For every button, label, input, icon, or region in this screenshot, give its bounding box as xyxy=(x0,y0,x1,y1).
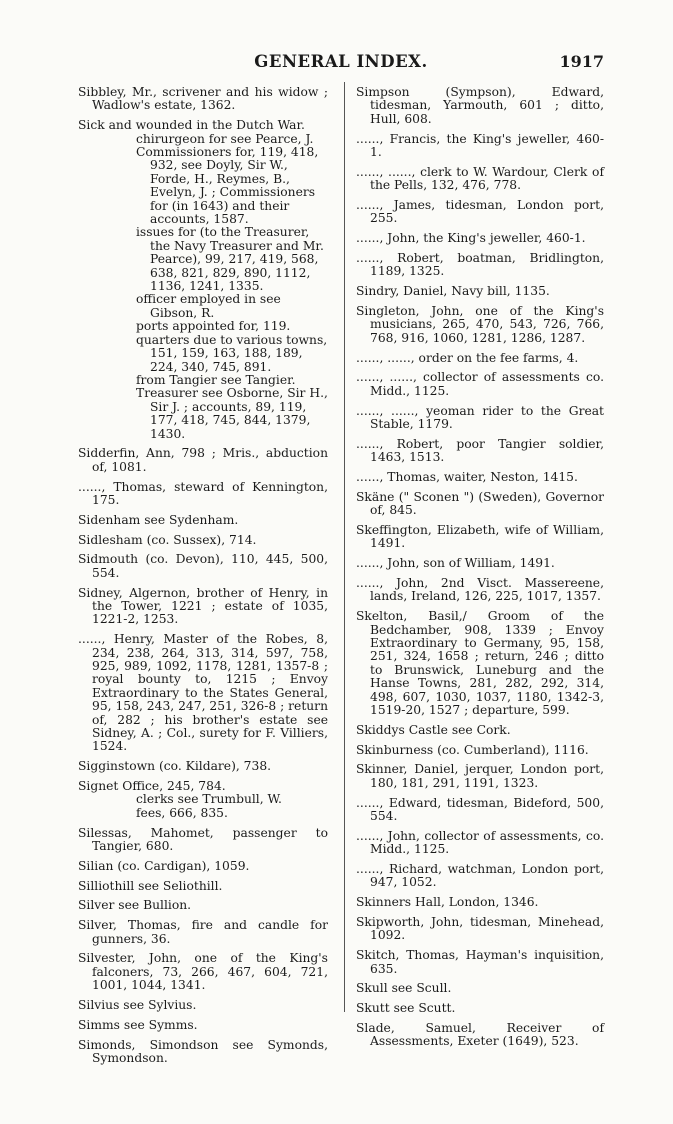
index-entry: Sidlesham (co. Sussex), 714. xyxy=(78,532,257,547)
index-entry: ......, ......, collector of assessments co. Midd., 1125. xyxy=(356,370,604,398)
index-entry: Skull see Scull. xyxy=(356,981,452,996)
index-entry: Simms see Symms. xyxy=(78,1017,198,1032)
index-entry: Sick and wounded in the Dutch War. xyxy=(78,118,305,133)
index-subentry: from Tangier see Tangier. xyxy=(136,372,296,387)
index-entry: ......, ......, yeoman rider to the Great Stable, 1179. xyxy=(356,403,604,432)
index-entry: Singleton, John, one of the King's musicians, 265, 470, 543, 726, 766, 768, 916, 1060, 1281, 1286, 1287. xyxy=(356,304,604,345)
index-entry: ......, Thomas, waiter, Neston, 1415. xyxy=(356,470,578,485)
index-entry: Signet Office, 245, 784. xyxy=(78,779,226,793)
index-entry: ......, Richard, watchman, London port, 947, 1052. xyxy=(356,862,604,890)
index-entry: ......, John, son of William, 1491. xyxy=(356,556,555,571)
index-entry: Silliothill see Seliothill. xyxy=(78,878,223,893)
index-entry: ......, Henry, Master of the Robes, 8, 234, 238, 264, 313, 314, 597, 758, 925, 989, 1092, 1178, 1281, 1357-8 ; royal bounty to, 1215 ; Envoy Extraordinary to the States General, 95, 158, 243, 247, 251, 326-8 ; return of, 282 ; his brother's estate see Sidney, A. ; Col., surety for F. Villiers, 1524. xyxy=(78,632,328,754)
index-subentry: officer employed in see Gibson, R. xyxy=(136,292,281,320)
index-entry: ......, John, 2nd Visct. Massereene, lands, Ireland, 126, 225, 1017, 1357. xyxy=(356,576,604,604)
index-entry: Silian (co. Cardigan), 1059. xyxy=(78,858,250,873)
index-entry: ......, ......, clerk to W. Wardour, Clerk of the Pells, 132, 476, 778. xyxy=(356,164,604,193)
index-entry: Skutt see Scutt. xyxy=(356,1001,456,1016)
index-subentry: Treasurer see Osborne, Sir H., Sir J. ; accounts, 89, 119, 177, 418, 745, 844, 1379, 1430. xyxy=(136,386,328,441)
index-entry: Silvius see Sylvius. xyxy=(78,998,197,1013)
index-entry: Slade, Samuel, Receiver of Assessments, Exeter (1649), 523. xyxy=(356,1021,604,1049)
index-entry: Skäne (" Sconen ") (Sweden), Governor of, 845. xyxy=(356,489,604,518)
index-entry: Skinburness (co. Cumberland), 1116. xyxy=(356,742,589,757)
index-entry: Sibbley, Mr., scrivener and his widow ; Wadlow's estate, 1362. xyxy=(78,85,328,113)
index-subentry: fees, 666, 835. xyxy=(136,805,228,820)
index-entry: Silessas, Mahomet, passenger to Tangier, 680. xyxy=(78,825,328,854)
index-entry: ......, ......, order on the fee farms, 4. xyxy=(356,350,579,365)
page-number: 1917 xyxy=(559,52,604,71)
index-entry: Silver see Bullion. xyxy=(78,898,192,913)
column-divider xyxy=(344,82,345,1012)
index-entry: Simonds, Simondson see Symonds, Symondson. xyxy=(78,1037,328,1066)
index-entry: Sidney, Algernon, brother of Henry, in the Tower, 1221 ; estate of 1035, 1221-2, 1253. xyxy=(78,585,328,627)
page-title: GENERAL INDEX. xyxy=(254,52,428,71)
index-subentry: issues for (to the Treasurer, the Navy Treasurer and Mr. Pearce), 99, 217, 419, 568, 638, 821, 829, 890, 1112, 1136, 1241, 1335. xyxy=(136,225,324,294)
index-subentry: chirurgeon for see Pearce, J. xyxy=(136,131,314,146)
index-entry: ......, James, tidesman, London port, 255. xyxy=(356,198,604,226)
index-entry: Skiddys Castle see Cork. xyxy=(356,722,511,737)
index-entry: Skinner, Daniel, jerquer, London port, 180, 181, 291, 1191, 1323. xyxy=(356,762,604,790)
index-entry: Skinners Hall, London, 1346. xyxy=(356,895,539,910)
index-entry: ......, Robert, boatman, Bridlington, 1189, 1325. xyxy=(356,251,604,279)
index-entry: Silvester, John, one of the King's falconers, 73, 266, 467, 604, 721, 1001, 1044, 1341. xyxy=(78,951,328,993)
index-entry: Skipworth, John, tidesman, Minehead, 1092. xyxy=(356,915,604,943)
index-entry: ......, Edward, tidesman, Bideford, 500, 554. xyxy=(356,795,604,824)
index-entry: Simpson (Sympson), Edward, tidesman, Yarmouth, 601 ; ditto, Hull, 608. xyxy=(356,85,604,126)
index-entry: ......, Francis, the King's jeweller, 460-1. xyxy=(356,131,604,160)
index-entry: Sigginstown (co. Kildare), 738. xyxy=(78,759,272,774)
index-entry: Skitch, Thomas, Hayman's inquisition, 635. xyxy=(356,948,604,976)
index-subentry: Commissioners for, 119, 418, 932, see Doyly, Sir W., Forde, H., Reymes, B., Evelyn, J. ; Commissioners for (in 1643) and their accounts, 1587. xyxy=(136,145,319,227)
index-entry: Sindry, Daniel, Navy bill, 1135. xyxy=(356,284,550,299)
index-entry: ......, John, collector of assessments, co. Midd., 1125. xyxy=(356,828,604,857)
index-entry: Sidmouth (co. Devon), 110, 445, 500, 554. xyxy=(78,552,328,580)
right-column xyxy=(356,86,604,1055)
left-column xyxy=(78,86,328,1072)
index-subentry: ports appointed for, 119. xyxy=(136,319,291,334)
index-subentry: quarters due to various towns, 151, 159, 163, 188, 189, 224, 340, 745, 891. xyxy=(136,332,328,374)
index-entry: Sidenham see Sydenham. xyxy=(78,512,239,527)
index-entry: Skelton, Basil,/ Groom of the Bedchamber, 908, 1339 ; Envoy Extraordinary to Germany, 95, 158, 251, 324, 1658 ; return, 246 ; ditto to Brunswick, Luneburg and the Hanse Towns, 281, 282, 292, 314, 498, 607, 1030, 1037, 1180, 1342-3, 1519-20, 1527 ; departure, 599. xyxy=(356,609,604,718)
index-entry: ......, John, the King's jeweller, 460-1. xyxy=(356,231,586,246)
index-entry: Silver, Thomas, fire and candle for gunners, 36. xyxy=(78,918,328,946)
index-entry: ......, Thomas, steward of Kennington, 175. xyxy=(78,479,328,507)
page-header xyxy=(78,52,604,74)
index-entry: ......, Robert, poor Tangier soldier, 1463, 1513. xyxy=(356,436,604,465)
index-subentry: clerks see Trumbull, W. xyxy=(136,792,282,807)
index-entry: Skeffington, Elizabeth, wife of William, 1491. xyxy=(356,523,604,551)
index-entry: Sidderfin, Ann, 798 ; Mris., abduction of, 1081. xyxy=(78,446,328,474)
